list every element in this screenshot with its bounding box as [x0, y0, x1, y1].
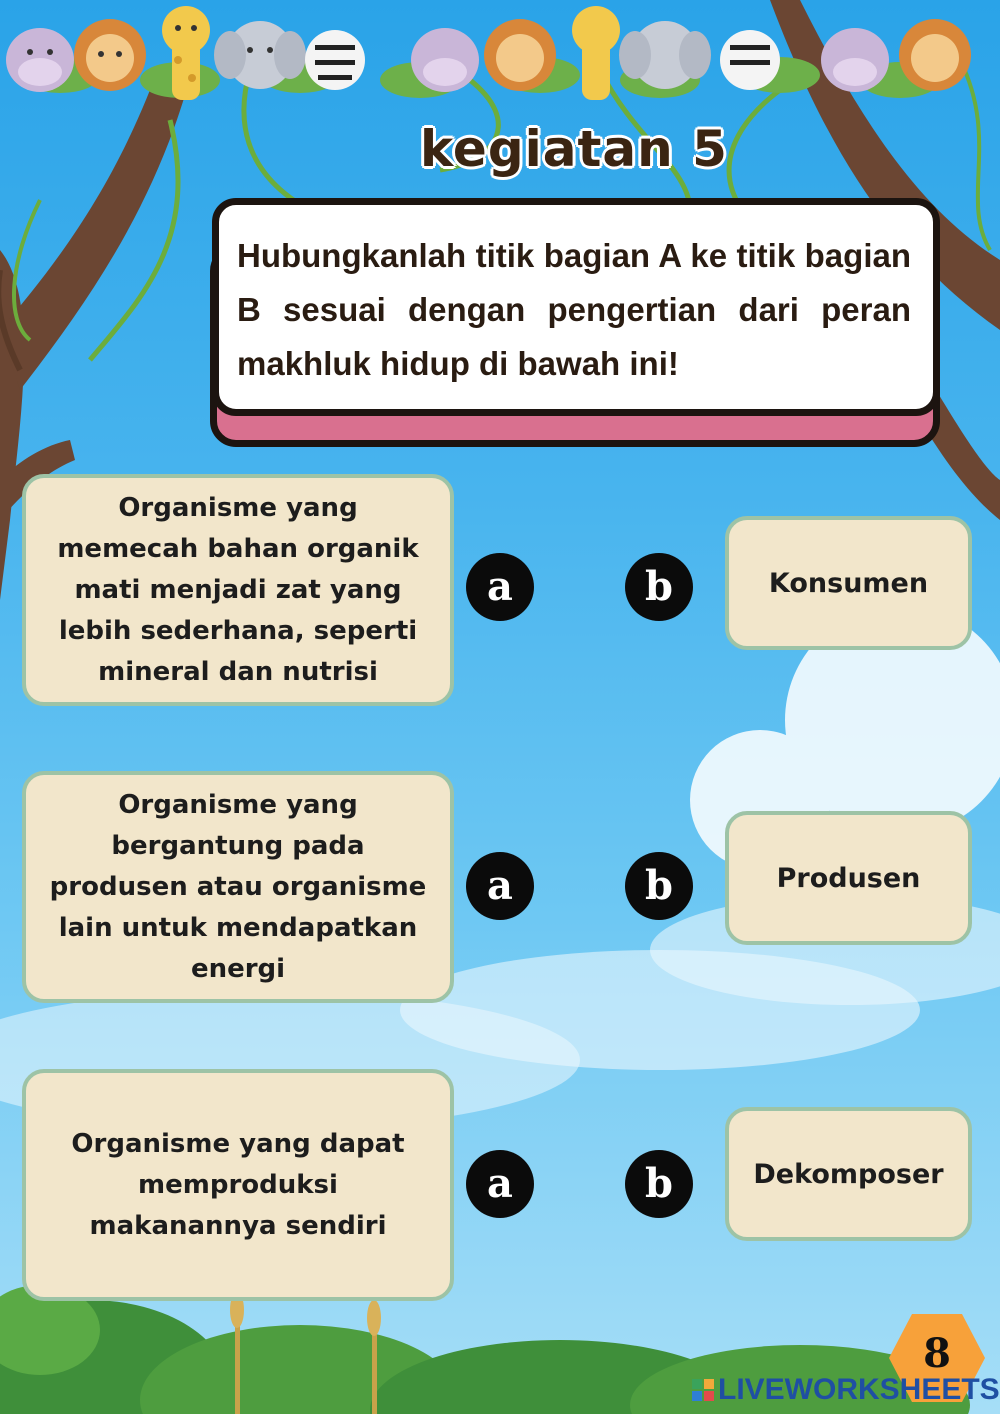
definition-text-1: Organisme yang memecah bahan organik mati menjadi zat yang lebih sederhana, seperti mineral dan nutrisi [57, 492, 419, 687]
dot-b-1[interactable]: b [625, 553, 693, 621]
definition-text-2: Organisme yang bergantung pada produsen atau organisme lain untuk mendapatkan energi [49, 789, 427, 984]
definition-text-3: Organisme yang dapat memproduksi makanannya sendiri [71, 1128, 405, 1241]
page-number: 8 [923, 1330, 951, 1377]
instruction-box [212, 198, 940, 416]
dot-a-1[interactable]: a [466, 553, 534, 621]
lion-icon [74, 19, 146, 91]
dot-a-3[interactable]: a [466, 1150, 534, 1218]
hippo-icon-2 [411, 28, 479, 92]
term-card-1 [725, 516, 972, 650]
hippo-icon [6, 28, 74, 92]
liveworksheets-logo-icon [692, 1379, 714, 1401]
term-card-2 [725, 811, 972, 945]
liveworksheets-watermark[interactable] [692, 1372, 1000, 1408]
leaf-garland [20, 57, 940, 98]
lion-icon-2 [484, 19, 556, 91]
dot-b-2[interactable]: b [625, 852, 693, 920]
zebra-icon [305, 30, 365, 90]
term-text-1: Konsumen [768, 567, 929, 599]
dot-b-3[interactable]: b [625, 1150, 693, 1218]
hippo-icon-3 [821, 28, 889, 92]
watermark-text: LIVEWORKSHEETS [718, 1373, 1000, 1406]
giraffe-icon-2 [572, 6, 620, 100]
page-title: kegiatan 5 [420, 120, 728, 178]
definition-card-1 [22, 474, 454, 706]
definition-card-3 [22, 1069, 454, 1301]
definition-card-2 [22, 771, 454, 1003]
term-text-3: Dekomposer [753, 1158, 944, 1190]
animal-border [0, 0, 1000, 110]
dot-a-2[interactable]: a [466, 852, 534, 920]
instruction-text: Hubungkanlah titik bagian A ke titik bagian B sesuai dengan pengertian dari peran makhluk hidup di bawah ini! [237, 237, 911, 382]
term-card-3 [725, 1107, 972, 1241]
lion-icon-3 [899, 19, 971, 91]
term-text-2: Produsen [776, 862, 921, 894]
zebra-icon-2 [720, 30, 780, 90]
